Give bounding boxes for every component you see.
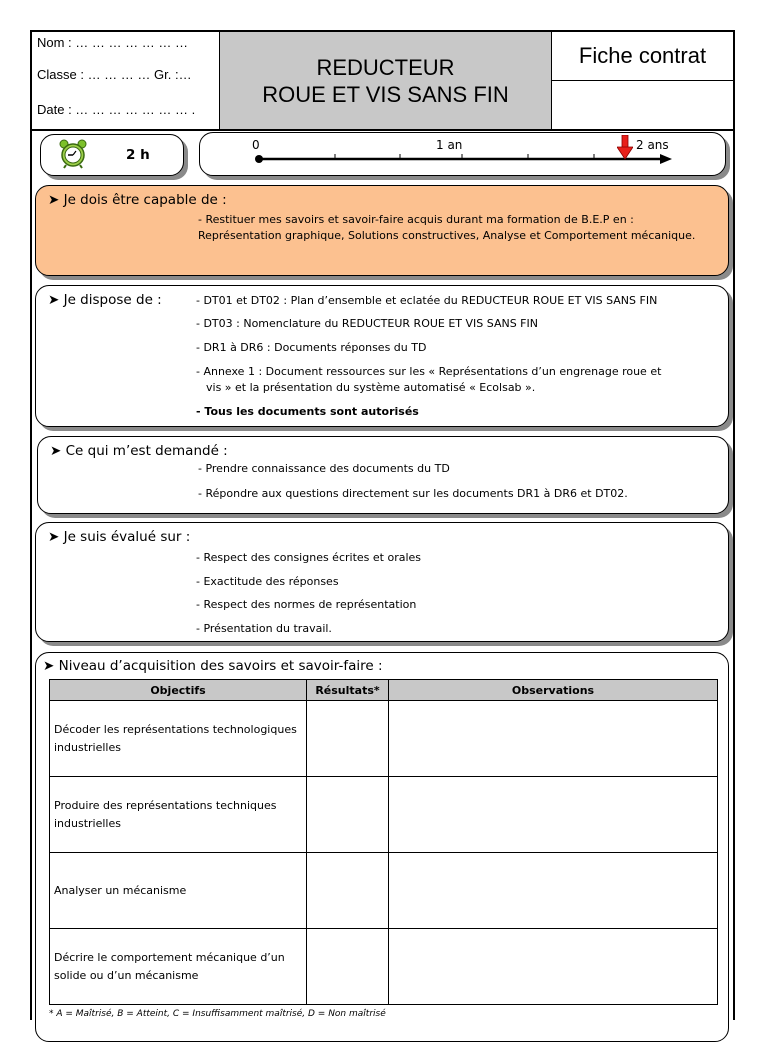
col-observations: Observations <box>389 680 718 701</box>
table-row <box>50 777 718 853</box>
evalue-box <box>35 522 729 642</box>
dispose-item: - DT03 : Nomenclature du REDUCTEUR ROUE ET VIS SANS FIN <box>196 317 538 330</box>
header <box>32 32 733 131</box>
objective-cell: Produire des représentations techniques industrielles <box>50 777 307 853</box>
objective-cell: Analyser un mécanisme <box>50 853 307 929</box>
result-cell[interactable] <box>307 853 389 929</box>
evalue-item: - Respect des consignes écrites et orales <box>196 551 422 564</box>
alarm-clock-icon <box>59 139 87 169</box>
table-row <box>50 701 718 777</box>
observation-cell[interactable] <box>389 929 718 1005</box>
result-cell[interactable] <box>307 929 389 1005</box>
fiche-contrat-label: Fiche contrat <box>552 32 733 81</box>
dispose-heading: ➤ Je dispose de : <box>48 292 162 308</box>
demande-item: - Répondre aux questions directement sur les documents DR1 à DR6 et DT02. <box>198 487 628 500</box>
objective-cell: Décrire le comportement mécanique d’un solide ou d’un mécanisme <box>50 929 307 1005</box>
nom-field[interactable]: Nom : … … … … … … … <box>37 35 188 50</box>
classe-field[interactable]: Classe : … … … … Gr. :… <box>37 67 192 82</box>
student-info <box>32 32 220 129</box>
duration-box <box>40 134 184 176</box>
dispose-item: - Tous les documents sont autorisés <box>196 405 419 418</box>
timeline-mid-label: 1 an <box>436 138 463 152</box>
duration-value: 2 h <box>126 147 150 163</box>
evalue-item: - Exactitude des réponses <box>196 575 339 588</box>
evalue-heading: ➤ Je suis évalué sur : <box>48 529 191 545</box>
evalue-item: - Présentation du travail. <box>196 622 332 635</box>
observation-cell[interactable] <box>389 777 718 853</box>
timeline-start-label: 0 <box>252 138 260 152</box>
dispose-item: - DR1 à DR6 : Documents réponses du TD <box>196 341 427 354</box>
demande-box <box>37 436 729 514</box>
col-resultats: Résultats* <box>307 680 389 701</box>
table-row <box>50 853 718 929</box>
date-field[interactable]: Date : … … … … … … … . <box>37 102 196 117</box>
title-line-2: ROUE ET VIS SANS FIN <box>262 81 509 107</box>
demande-item: - Prendre connaissance des documents du TD <box>198 462 450 475</box>
col-objectifs: Objectifs <box>50 680 307 701</box>
table-row <box>50 929 718 1005</box>
dispose-item: vis » et la présentation du système automatisé « Ecolsab ». <box>206 381 536 394</box>
title-line-1: REDUCTEUR <box>316 54 455 80</box>
current-position-arrow-icon <box>617 135 633 161</box>
dispose-box <box>35 285 729 427</box>
fiche-contrat-page <box>30 30 735 1020</box>
observation-cell[interactable] <box>389 701 718 777</box>
timeline-box <box>199 132 726 176</box>
document-title <box>220 32 552 129</box>
objective-cell: Décoder les représentations technologiques industrielles <box>50 701 307 777</box>
evalue-item: - Respect des normes de représentation <box>196 598 417 611</box>
observation-cell[interactable] <box>389 853 718 929</box>
capable-box <box>35 185 729 276</box>
result-cell[interactable] <box>307 701 389 777</box>
objectives-table <box>49 679 718 1005</box>
demande-heading: ➤ Ce qui m’est demandé : <box>50 443 228 459</box>
dispose-item: - Annexe 1 : Document ressources sur les « Représentations d’un engrenage roue et <box>196 365 662 378</box>
table-header-row <box>50 680 718 701</box>
capable-heading: ➤ Je dois être capable de : <box>48 192 227 208</box>
niveau-heading: ➤ Niveau d’acquisition des savoirs et savoir-faire : <box>43 658 383 674</box>
dispose-item: - DT01 et DT02 : Plan d’ensemble et eclatée du REDUCTEUR ROUE ET VIS SANS FIN <box>196 294 658 307</box>
timeline-end-label: 2 ans <box>636 138 669 152</box>
grading-footnote: * A = Maîtrisé, B = Atteint, C = Insuffisamment maîtrisé, D = Non maîtrisé <box>49 1009 386 1019</box>
result-cell[interactable] <box>307 777 389 853</box>
capable-text: - Restituer mes savoirs et savoir-faire acquis durant ma formation de B.E.P en : Représentation graphique, Solutions constructives, Analyse et Comportement mécanique. <box>198 213 696 242</box>
